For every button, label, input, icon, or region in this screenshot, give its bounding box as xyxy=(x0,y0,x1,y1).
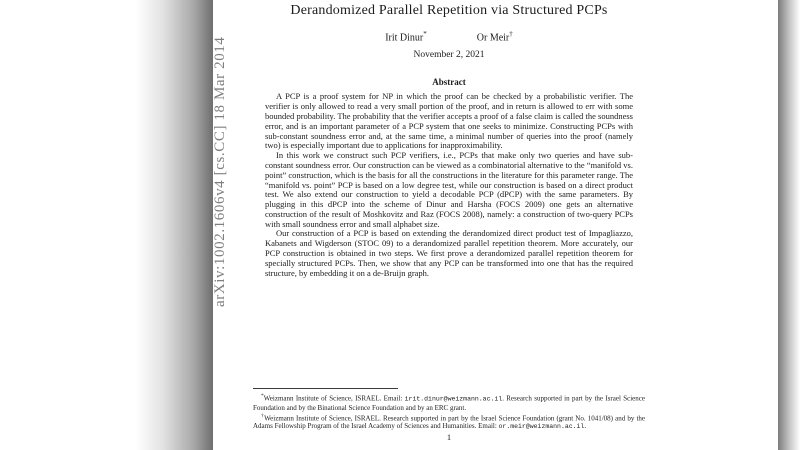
abstract-paragraph-2: In this work we construct such PCP verifiers, i.e., PCPs that make only two queries and have sub-constant soundness error. Our construction can be viewed as a combinatorial alternative to the “manifold vs. point” construction, which is the basis for all the constructions in the literature for this parameter range. The “manifold vs. point” PCP is based on a low degree test, while our construction is based on a direct product test. We also extend our construction to yield a decodable PCP (dPCP) with the same parameters. By plugging in this dPCP into the scheme of Dinur and Harsha (FOCS 2009) one gets an alternative construction of the result of Moshkovitz and Raz (FOCS 2008), namely: a construction of two-query PCPs with small soundness error and small alphabet size. xyxy=(265,150,633,229)
author-1-footnote-mark: * xyxy=(423,30,427,38)
page-edge-shadow-left xyxy=(136,0,213,450)
page-edge-shadow-right xyxy=(778,0,800,450)
footnote-rule xyxy=(253,388,398,389)
footnote-1 xyxy=(253,392,645,412)
footnote-2-text: Weizmann Institute of Science, ISRAEL. Research supported in part by the Israel Science Foundation (grant No. 1041/08) and by the Adams Fellowship Program of the Israel Academy of Sciences and Humanities. Email: xyxy=(253,414,645,431)
abstract-paragraph-1: A PCP is a proof system for NP in which the proof can be checked by a probabilistic verifier. The verifier is only allowed to read a very small portion of the proof, and in return is allowed to err with some bounded probability. The probability that the verifier accepts a proof of a false claim is called the soundness error, and is an important parameter of a PCP system that one seeks to minimize. Constructing PCPs with sub-constant soundness error and, at the same time, a minimal number of queries into the proof (namely two) is especially important due to applications for inapproximability. xyxy=(265,91,633,151)
paper-content xyxy=(253,0,645,450)
abstract-heading: Abstract xyxy=(432,77,466,88)
author-2 xyxy=(477,30,513,43)
paper-date: November 2, 2021 xyxy=(413,50,485,61)
footnote-section xyxy=(253,388,645,431)
footnote-2-text-cont: . xyxy=(584,422,587,431)
footnote-1-mark: * xyxy=(261,393,264,399)
author-1-name: Irit Dinur xyxy=(385,32,424,44)
abstract-paragraph-3: Our construction of a PCP is based on extending the derandomized direct product test of Impagliazzo, Kabanets and Wigderson (STOC 09) to a derandomized parallel repetition theorem. More accurately, our PCP construction is obtained in two steps. We first prove a derandomized parallel repetition theorem for specially structured PCPs. Then, we show that any PCP can be transformed into one that has the required structure, by embedding it on a de-Bruijn graph. xyxy=(265,228,633,278)
author-row xyxy=(253,30,645,43)
footnote-2-email: or.meir@weizmann.ac.il xyxy=(498,423,585,431)
footnote-2-mark: † xyxy=(261,412,265,419)
footnote-1-text-cont: . Research supported in part by the Israel Science Foundation and by the Binational Science Foundation and by an ERC grant. xyxy=(253,394,645,412)
paper-title: Derandomized Parallel Repetition via Structured PCPs xyxy=(290,3,608,18)
arxiv-watermark: arXiv:1002.1606v4 [cs.CC] 18 Mar 2014 xyxy=(212,36,228,307)
author-1 xyxy=(385,30,427,43)
author-2-name: Or Meir xyxy=(476,32,510,44)
author-2-footnote-mark: † xyxy=(509,30,513,38)
footnote-1-email: irit.dinur@weizmann.ac.il xyxy=(404,395,503,403)
footnote-2 xyxy=(253,412,645,432)
page-number: 1 xyxy=(446,432,452,442)
footnote-1-text: Weizmann Institute of Science, ISRAEL. Email: xyxy=(263,394,405,403)
abstract-section xyxy=(253,77,645,278)
